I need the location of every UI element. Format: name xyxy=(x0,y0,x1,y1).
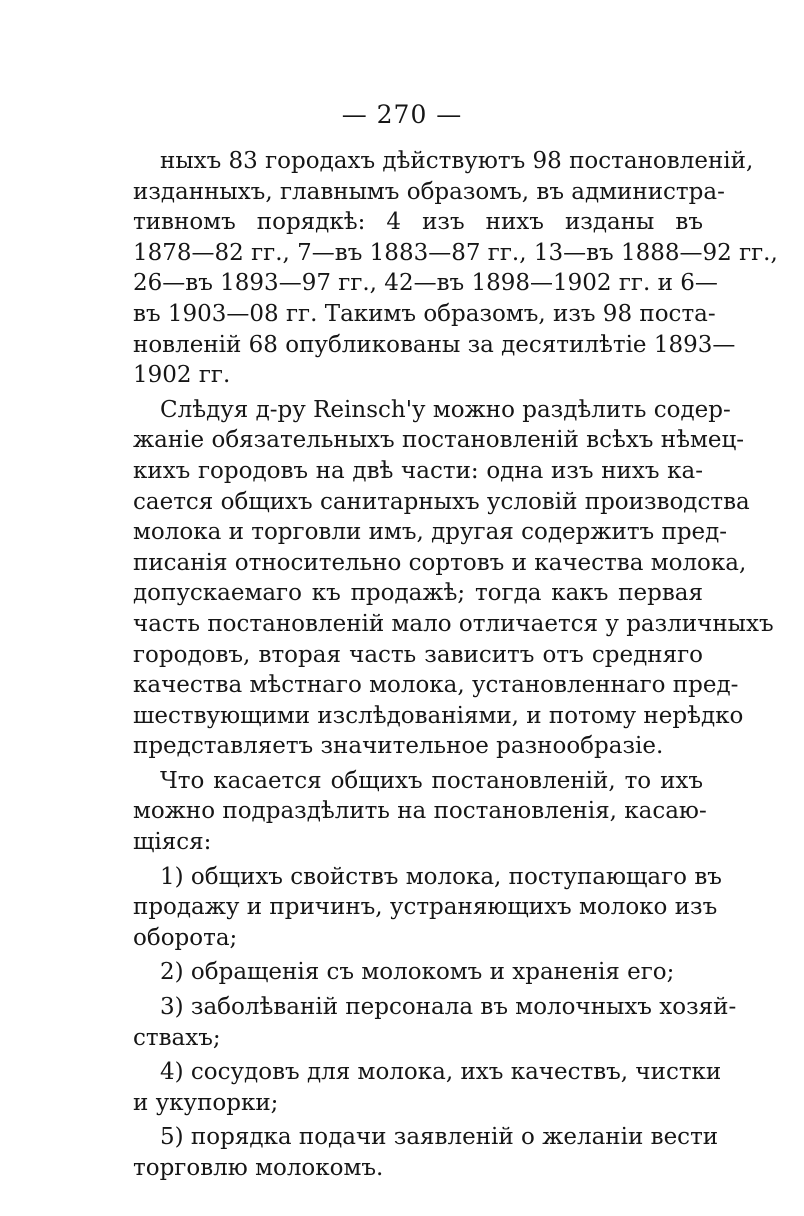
paragraph-p5 xyxy=(133,957,703,988)
paragraph-p6 xyxy=(133,992,737,1053)
text-line: можно подраздѣлить на постановленія, касаю- xyxy=(133,798,707,825)
text-line: ныхъ 83 городахъ дѣйствуютъ 98 постановленій, xyxy=(160,148,754,174)
text-line: 5) порядка подачи заявленій о желаніи вести xyxy=(160,1124,719,1151)
paragraph-p1 xyxy=(133,146,778,391)
page-number: — 270 — xyxy=(341,100,463,129)
text-line: Что касается общихъ постановленій, то ихъ xyxy=(160,767,703,794)
text-line: жаніе обязательныхъ постановленій всѣхъ нѣмец- xyxy=(133,427,745,454)
text-line: ствахъ; xyxy=(133,1024,221,1051)
text-line: Слѣдуя д-ру Reinsch'у можно раздѣлить содер- xyxy=(160,396,731,423)
text-line: 1902 гг. xyxy=(133,362,231,389)
text-line: тивномъ порядкѣ: 4 изъ нихъ изданы въ xyxy=(133,209,703,236)
text-line: молока и торговли имъ, другая содержитъ пред- xyxy=(133,519,728,546)
paragraph-p7 xyxy=(133,1057,722,1118)
text-line: писанія относительно сортовъ и качества молока, xyxy=(133,549,747,576)
text-line: часть постановленій мало отличается у различныхъ xyxy=(133,610,774,637)
text-line: 26—въ 1893—97 гг., 42—въ 1898—1902 гг. и 6— xyxy=(133,270,718,297)
text-line: сается общихъ санитарныхъ условій производства xyxy=(133,488,750,515)
paragraph-p4 xyxy=(133,862,722,954)
paragraph-p2 xyxy=(133,395,774,762)
text-line: 4) сосудовъ для молока, ихъ качествъ, чистки xyxy=(160,1059,722,1086)
text-line: допускаемаго къ продажѣ; тогда какъ первая xyxy=(133,580,703,607)
text-line: 3) заболѣваній персонала въ молочныхъ хозяй- xyxy=(160,994,737,1021)
text-line: 1) общихъ свойствъ молока, поступающаго въ xyxy=(160,863,722,890)
text-line: изданныхъ, главнымъ образомъ, въ администра- xyxy=(133,178,725,205)
text-line: оборота; xyxy=(133,924,238,951)
body-text xyxy=(133,146,778,1184)
text-line: 1878—82 гг., 7—въ 1883—87 гг., 13—въ 1888—92 гг., xyxy=(133,239,778,266)
text-line: продажу и причинъ, устраняющихъ молоко изъ xyxy=(133,894,718,921)
text-line: щіяся: xyxy=(133,829,212,856)
text-line: новленій 68 опубликованы за десятилѣтіе 1893— xyxy=(133,331,736,358)
text-line: представляетъ значительное разнообразіе. xyxy=(133,733,664,760)
text-line: кихъ городовъ на двѣ части: одна изъ нихъ ка- xyxy=(133,457,703,484)
text-line: 2) обращенія съ молокомъ и храненія его; xyxy=(160,959,675,986)
text-line: и укупорки; xyxy=(133,1089,279,1116)
paragraph-p8 xyxy=(133,1122,719,1183)
text-line: шествующими изслѣдованіями, и потому нерѣдко xyxy=(133,702,744,729)
paragraph-p3 xyxy=(133,766,707,858)
text-line: торговлю молокомъ. xyxy=(133,1155,384,1181)
text-line: городовъ, вторая часть зависитъ отъ средняго xyxy=(133,641,703,668)
text-line: въ 1903—08 гг. Такимъ образомъ, изъ 98 поста- xyxy=(133,300,716,327)
text-line: качества мѣстнаго молока, установленнаго пред- xyxy=(133,672,739,699)
